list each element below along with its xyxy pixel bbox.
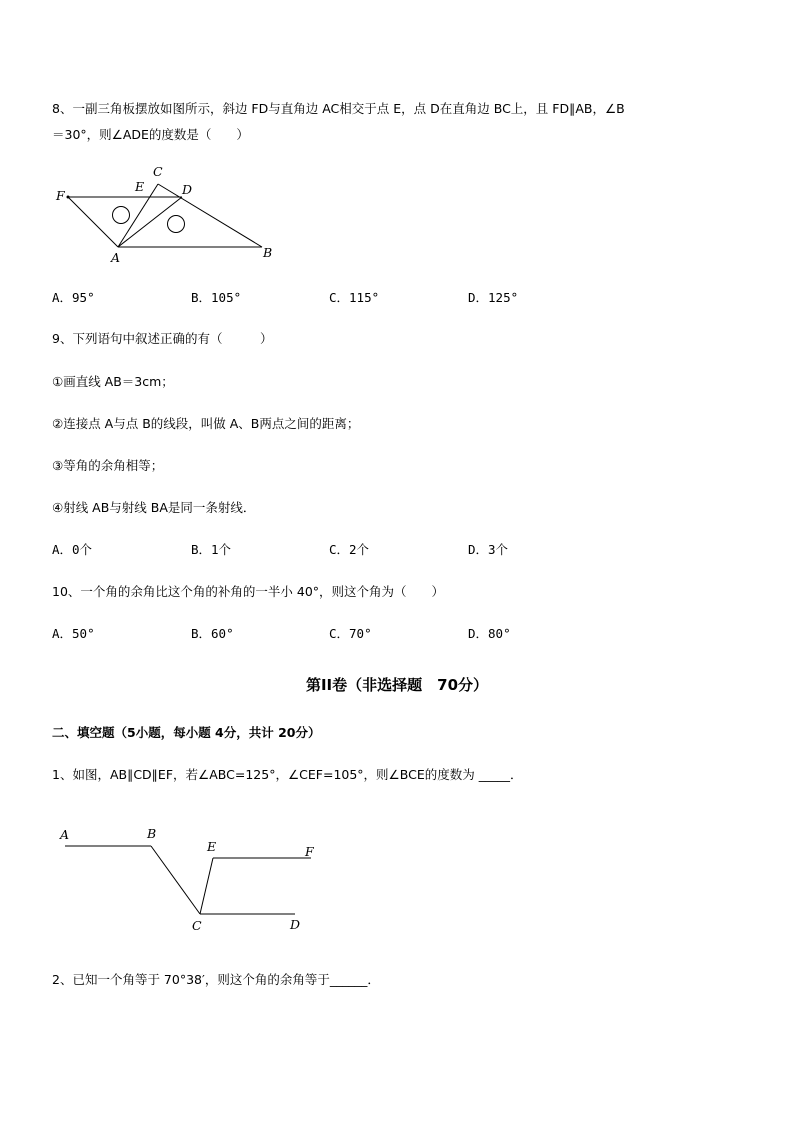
q10-stem: 10、一个角的余角比这个角的补角的一半小 40°，则这个角为（ ） xyxy=(52,584,445,599)
q8-stem-line2: ＝30°，则∠ADE的度数是（ ） xyxy=(52,127,249,142)
q9-option-c: C．2个 xyxy=(329,542,370,557)
q8-circle-left xyxy=(113,207,130,224)
q9-option-b: B．1个 xyxy=(191,542,232,557)
q8-label-a: A xyxy=(111,250,121,265)
q8-stem-line1: 8、一副三角板摆放如图所示，斜边 FD与直角边 AC相交于点 E，点 D在直角边 BC上，且 FD∥AB，∠B xyxy=(52,101,625,116)
q8-option-c: C．115° xyxy=(329,290,380,305)
q9-option-d: D．3个 xyxy=(468,542,509,557)
fill1-segment-ce xyxy=(200,858,213,914)
q8-label-c: C xyxy=(153,164,163,179)
q8-segment-fa xyxy=(68,197,118,247)
q8-option-a: A．95° xyxy=(52,290,95,305)
fill1-label-b: B xyxy=(147,826,157,841)
q10-option-d: D．80° xyxy=(468,626,511,641)
fill1-label-e: E xyxy=(207,839,217,854)
q10-option-c: C．70° xyxy=(329,626,372,641)
q8-label-f: F xyxy=(56,188,65,203)
fill1-label-a: A xyxy=(60,827,70,842)
fill2-stem: 2、已知一个角等于 70°38′，则这个角的余角等于______． xyxy=(52,972,380,987)
q8-label-b: B xyxy=(263,245,273,260)
q8-option-b: B．105° xyxy=(191,290,242,305)
part2-title: 第II卷（非选择题 70分） xyxy=(305,676,489,694)
q9-statement-4: ④射线 AB与射线 BA是同一条射线． xyxy=(52,500,256,515)
q10-option-a: A．50° xyxy=(52,626,95,641)
fill1-label-d: D xyxy=(290,917,301,932)
q8-segment-ad xyxy=(118,197,182,247)
q8-label-d: D xyxy=(182,182,193,197)
q9-option-a: A．0个 xyxy=(52,542,93,557)
fill1-parallel-lines-figure xyxy=(55,822,325,937)
q9-statement-3: ③等角的余角相等； xyxy=(52,458,164,473)
fill1-stem: 1、如图，AB∥CD∥EF，若∠ABC=125°，∠CEF=105°，则∠BCE的度数为 _____． xyxy=(52,767,523,782)
q8-triangle-figure xyxy=(50,160,290,270)
q8-label-e: E xyxy=(135,179,145,194)
fill1-label-c: C xyxy=(192,918,202,933)
q9-stem: 9、下列语句中叙述正确的有（ ） xyxy=(52,331,273,346)
section-heading-fill-in: 二、填空题（5小题，每小题 4分，共计 20分） xyxy=(52,725,321,740)
q9-statement-1: ①画直线 AB＝3cm； xyxy=(52,374,174,389)
fill1-segment-bc xyxy=(151,846,200,914)
q10-option-b: B．60° xyxy=(191,626,234,641)
q8-circle-right xyxy=(168,216,185,233)
q9-statement-2: ②连接点 A与点 B的线段，叫做 A、B两点之间的距离； xyxy=(52,416,360,431)
q8-option-d: D．125° xyxy=(468,290,519,305)
fill1-label-f: F xyxy=(305,844,314,859)
